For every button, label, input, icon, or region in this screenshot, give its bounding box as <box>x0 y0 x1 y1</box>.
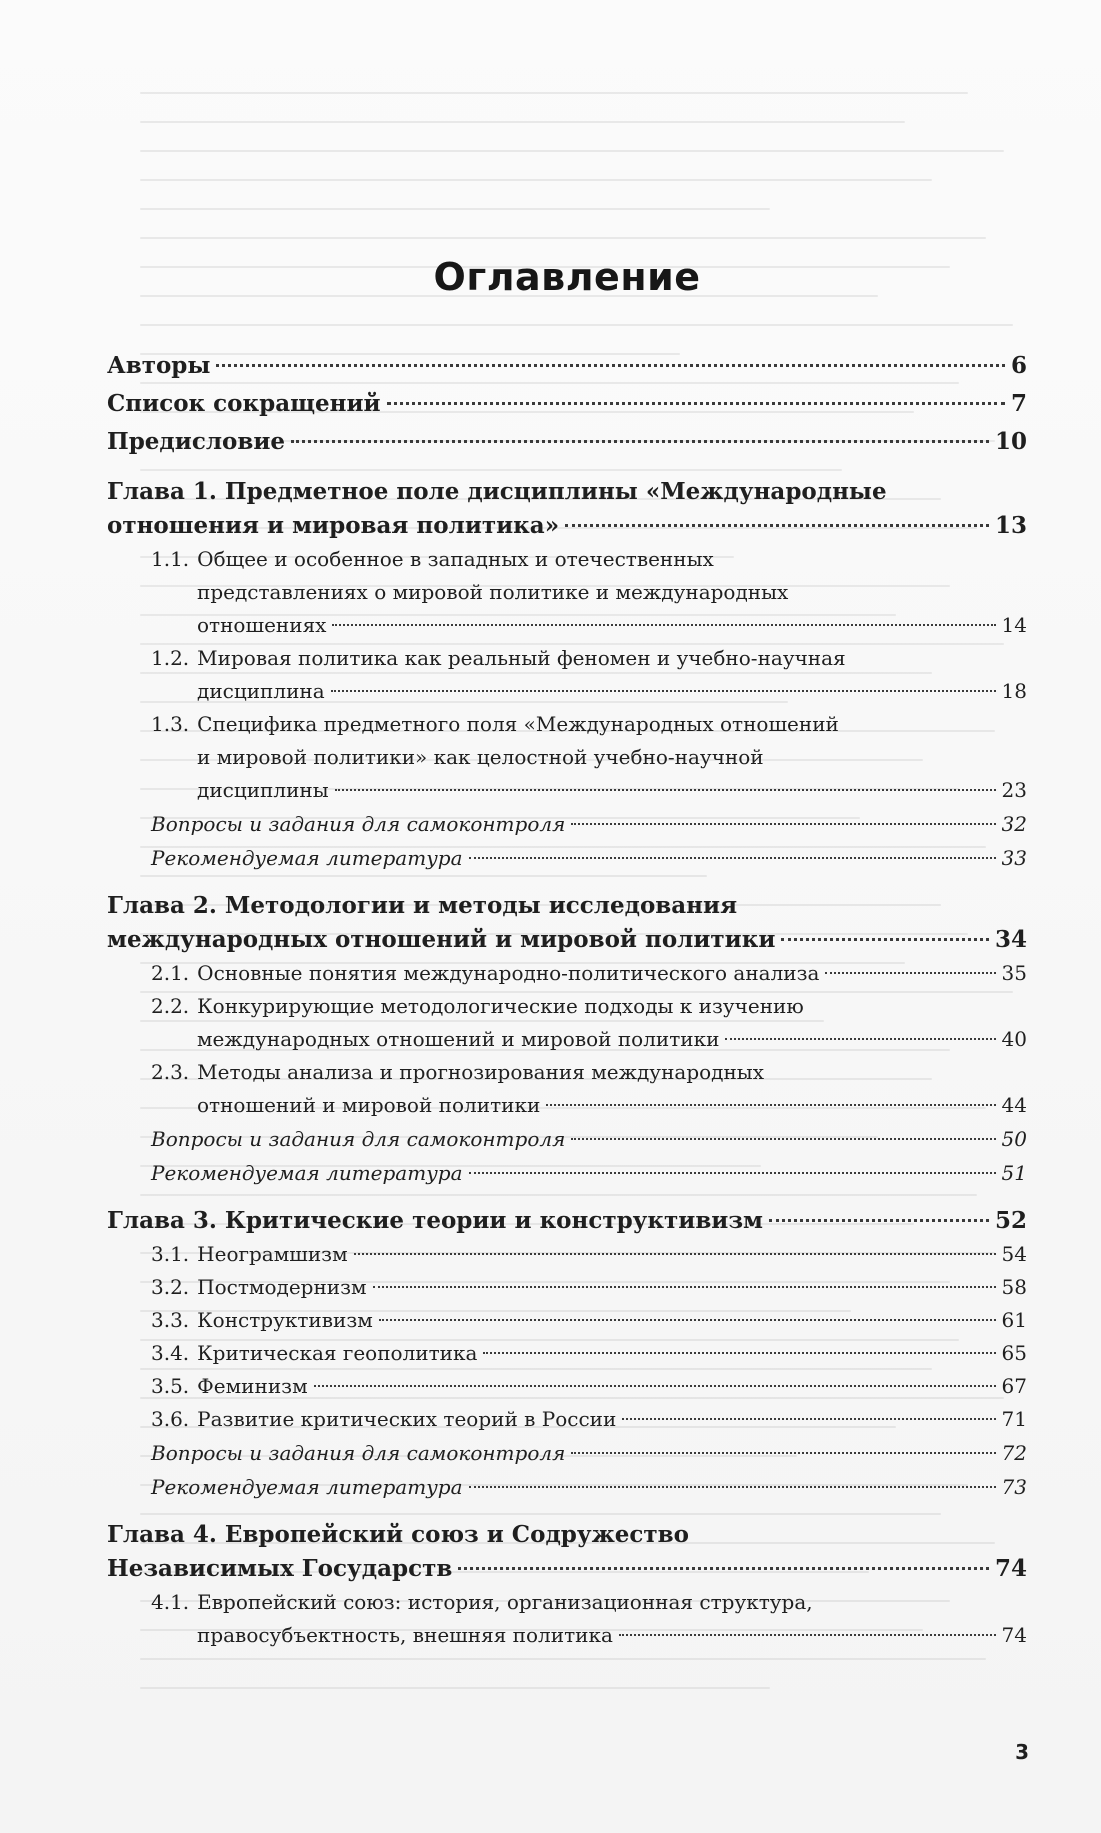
toc-page-number: 74 <box>994 1555 1027 1582</box>
section-number: 1.2. <box>151 646 190 670</box>
toc-entry-extra <box>107 1436 1027 1470</box>
toc-page-number: 34 <box>994 926 1027 953</box>
toc-entry-line <box>151 1337 1027 1370</box>
toc-entry-line <box>151 609 1027 642</box>
toc-entry-extra <box>107 807 1027 841</box>
section-number: 2.3. <box>151 1060 190 1084</box>
toc-entry-label: Независимых Государств <box>107 1555 453 1582</box>
toc-entry-label: дисциплина <box>197 679 325 703</box>
dot-leader <box>354 1253 996 1255</box>
toc-entry-extra <box>107 841 1027 875</box>
toc-entry-line <box>151 841 1027 875</box>
toc-entry-label: Основные понятия международно-политического анализа <box>197 961 820 985</box>
toc-entry-section <box>107 1337 1027 1370</box>
toc-page-number: 32 <box>1001 812 1027 836</box>
dot-leader <box>825 972 995 974</box>
toc-entry-line <box>151 1122 1027 1156</box>
toc-entry-label: Конструктивизм <box>197 1308 373 1332</box>
dot-leader <box>335 789 996 791</box>
toc-page-number: 40 <box>1001 1027 1027 1051</box>
toc-page-number: 23 <box>1001 778 1027 802</box>
dot-leader <box>565 524 989 527</box>
toc-entry-line <box>151 1403 1027 1436</box>
toc-entry-label: Развитие критических теорий в России <box>197 1407 617 1431</box>
toc-entry-line <box>151 807 1027 841</box>
toc-entry-line <box>107 509 1027 543</box>
show-through-line <box>140 208 770 210</box>
show-through-line <box>140 237 986 239</box>
toc-entry-section <box>107 957 1027 990</box>
section-number: 3.3. <box>151 1308 190 1332</box>
toc-page-number: 13 <box>994 512 1027 539</box>
toc-page-number: 65 <box>1001 1341 1027 1365</box>
toc-entry-label: отношений и мировой политики <box>197 1093 541 1117</box>
toc-entry-line <box>107 1204 1027 1238</box>
toc-title: Оглавление <box>433 255 701 299</box>
section-number: 3.4. <box>151 1341 190 1365</box>
toc-entry-line <box>151 990 1027 1023</box>
toc-entry-chapter <box>107 889 1027 957</box>
toc-page-number: 74 <box>1001 1623 1027 1647</box>
toc-entry-section <box>107 1271 1027 1304</box>
toc-entry-extra <box>107 1470 1027 1504</box>
dot-leader <box>725 1038 995 1040</box>
toc-entry-line <box>151 1370 1027 1403</box>
dot-leader <box>769 1219 989 1222</box>
toc-page-number: 71 <box>1001 1407 1027 1431</box>
toc-page-number: 52 <box>994 1207 1027 1234</box>
dot-leader <box>469 857 996 859</box>
toc-entry-label: Авторы <box>107 352 211 379</box>
toc-entry-label: Специфика предметного поля «Международных отношений <box>197 712 839 736</box>
toc-entry-line <box>107 423 1027 461</box>
toc-entry-line <box>151 1089 1027 1122</box>
dot-leader <box>622 1418 995 1420</box>
dot-leader <box>331 690 996 692</box>
toc-page-number: 10 <box>994 428 1027 455</box>
toc-entry-section <box>107 1238 1027 1271</box>
toc-entry-line <box>151 576 1027 609</box>
toc-entry-line <box>107 347 1027 385</box>
dot-leader <box>571 1452 995 1454</box>
toc-entry-label: Мировая политика как реальный феномен и учебно-научная <box>197 646 846 670</box>
toc-entry-line <box>107 1518 1027 1552</box>
toc-entry-chapter <box>107 475 1027 543</box>
toc-entry-section <box>107 1056 1027 1122</box>
dot-leader <box>216 364 1005 367</box>
toc-entry-line <box>151 774 1027 807</box>
toc-entry-line <box>151 741 1027 774</box>
toc-entry-line <box>107 475 1027 509</box>
toc-entry-label: Глава 3. Критические теории и конструктивизм <box>107 1207 764 1234</box>
toc-entry-label: Рекомендуемая литература <box>151 1475 463 1499</box>
toc-entry-label: отношения и мировая политика» <box>107 512 560 539</box>
toc-entry-section <box>107 543 1027 642</box>
toc-entry-label: Рекомендуемая литература <box>151 846 463 870</box>
toc-page-number: 6 <box>1010 352 1027 379</box>
toc-entry-line <box>151 1586 1027 1619</box>
dot-leader <box>387 402 1005 405</box>
toc-entry-line <box>151 1304 1027 1337</box>
toc-entry-line <box>151 675 1027 708</box>
toc-entry-line <box>151 1271 1027 1304</box>
dot-leader <box>571 823 995 825</box>
show-through-line <box>140 92 968 94</box>
toc-entry-label: Постмодернизм <box>197 1275 367 1299</box>
dot-leader <box>781 938 989 941</box>
toc-page-number: 14 <box>1001 613 1027 637</box>
toc-page-number: 7 <box>1010 390 1027 417</box>
section-number: 3.6. <box>151 1407 190 1431</box>
toc-entry-line <box>151 1619 1027 1652</box>
toc-page-number: 51 <box>1001 1161 1027 1185</box>
toc-entry-top <box>107 347 1027 385</box>
toc-entry-label: Глава 1. Предметное поле дисциплины «Международные <box>107 478 887 505</box>
section-number: 4.1. <box>151 1590 190 1614</box>
toc-page-number: 50 <box>1001 1127 1027 1151</box>
toc-entry-line <box>151 1156 1027 1190</box>
toc-entry-extra <box>107 1156 1027 1190</box>
toc-entry-line <box>151 543 1027 576</box>
section-number: 3.5. <box>151 1374 190 1398</box>
toc-entry-section <box>107 1304 1027 1337</box>
toc-entry-label: Общее и особенное в западных и отечественных <box>197 547 714 571</box>
toc-entry-label: Европейский союз: история, организационная структура, <box>197 1590 813 1614</box>
toc-entry-label: Вопросы и задания для самоконтроля <box>151 1441 566 1465</box>
show-through-line <box>140 150 1004 152</box>
show-through-line <box>140 179 932 181</box>
toc-entry-label: Предисловие <box>107 428 286 455</box>
dot-leader <box>469 1172 996 1174</box>
toc-entry-line <box>107 923 1027 957</box>
toc-entry-line <box>107 385 1027 423</box>
section-number: 2.1. <box>151 961 190 985</box>
toc-page-number: 72 <box>1001 1441 1027 1465</box>
toc-entry-label: Глава 4. Европейский союз и Содружество <box>107 1521 690 1548</box>
toc-entry-label: Критическая геополитика <box>197 1341 478 1365</box>
toc-entry-label: международных отношений и мировой политики <box>197 1027 720 1051</box>
section-number: 1.3. <box>151 712 190 736</box>
toc-entry-line <box>151 1436 1027 1470</box>
section-number: 3.2. <box>151 1275 190 1299</box>
toc-entry-label: Конкурирующие методологические подходы к изучению <box>197 994 804 1018</box>
toc-entry-section <box>107 1370 1027 1403</box>
show-through-line <box>140 1658 986 1660</box>
toc-page-number: 58 <box>1001 1275 1027 1299</box>
toc-entry-label: международных отношений и мировой политики <box>107 926 776 953</box>
toc-entry-section <box>107 708 1027 807</box>
toc-entry-label: Вопросы и задания для самоконтроля <box>151 1127 566 1151</box>
dot-leader <box>373 1286 996 1288</box>
show-through-line <box>140 121 905 123</box>
toc-entry-chapter <box>107 1204 1027 1238</box>
toc-entry-top <box>107 423 1027 461</box>
dot-leader <box>291 440 989 443</box>
show-through-line <box>140 1687 770 1689</box>
toc-entry-label: Глава 2. Методологии и методы исследования <box>107 892 738 919</box>
toc-entry-label: Вопросы и задания для самоконтроля <box>151 812 566 836</box>
toc-entry-section <box>107 1586 1027 1652</box>
toc-entry-label: Феминизм <box>197 1374 308 1398</box>
toc-page-number: 33 <box>1001 846 1027 870</box>
toc-entry-label: Рекомендуемая литература <box>151 1161 463 1185</box>
toc-page-number: 44 <box>1001 1093 1027 1117</box>
section-number: 2.2. <box>151 994 190 1018</box>
dot-leader <box>458 1567 989 1570</box>
toc-entry-chapter <box>107 1518 1027 1586</box>
toc-entry-line <box>151 1238 1027 1271</box>
toc-entry-line <box>151 642 1027 675</box>
toc-page-number: 35 <box>1001 961 1027 985</box>
table-of-contents <box>107 255 1027 1652</box>
dot-leader <box>379 1319 996 1321</box>
toc-entry-label: отношениях <box>197 613 327 637</box>
toc-entry-label: правосубъектность, внешняя политика <box>197 1623 613 1647</box>
toc-page-number: 73 <box>1001 1475 1027 1499</box>
toc-entry-label: Неограмшизм <box>197 1242 348 1266</box>
toc-entry-section <box>107 642 1027 708</box>
toc-page-number: 67 <box>1001 1374 1027 1398</box>
toc-page-number: 61 <box>1001 1308 1027 1332</box>
dot-leader <box>571 1138 995 1140</box>
dot-leader <box>483 1352 995 1354</box>
toc-entry-label: представлениях о мировой политике и международных <box>197 580 789 604</box>
toc-page-number: 18 <box>1001 679 1027 703</box>
toc-entry-extra <box>107 1122 1027 1156</box>
toc-entry-line <box>151 1023 1027 1056</box>
toc-entry-label: Список сокращений <box>107 390 381 417</box>
page-number: 3 <box>1015 1740 1029 1764</box>
dot-leader <box>314 1385 996 1387</box>
toc-entry-line <box>151 1056 1027 1089</box>
dot-leader <box>332 624 995 626</box>
section-number: 3.1. <box>151 1242 190 1266</box>
toc-entry-label: Методы анализа и прогнозирования международных <box>197 1060 765 1084</box>
toc-entry-label: дисциплины <box>197 778 329 802</box>
toc-entry-line <box>107 889 1027 923</box>
toc-entry-section <box>107 1403 1027 1436</box>
toc-list <box>107 347 1027 1652</box>
toc-entry-section <box>107 990 1027 1056</box>
toc-entry-label: и мировой политики» как целостной учебно-научной <box>197 745 764 769</box>
dot-leader <box>469 1486 996 1488</box>
toc-entry-line <box>151 1470 1027 1504</box>
toc-entry-line <box>107 1552 1027 1586</box>
dot-leader <box>619 1634 996 1636</box>
dot-leader <box>546 1104 995 1106</box>
toc-entry-line <box>151 957 1027 990</box>
toc-entry-top <box>107 385 1027 423</box>
toc-entry-line <box>151 708 1027 741</box>
section-number: 1.1. <box>151 547 190 571</box>
toc-page-number: 54 <box>1001 1242 1027 1266</box>
